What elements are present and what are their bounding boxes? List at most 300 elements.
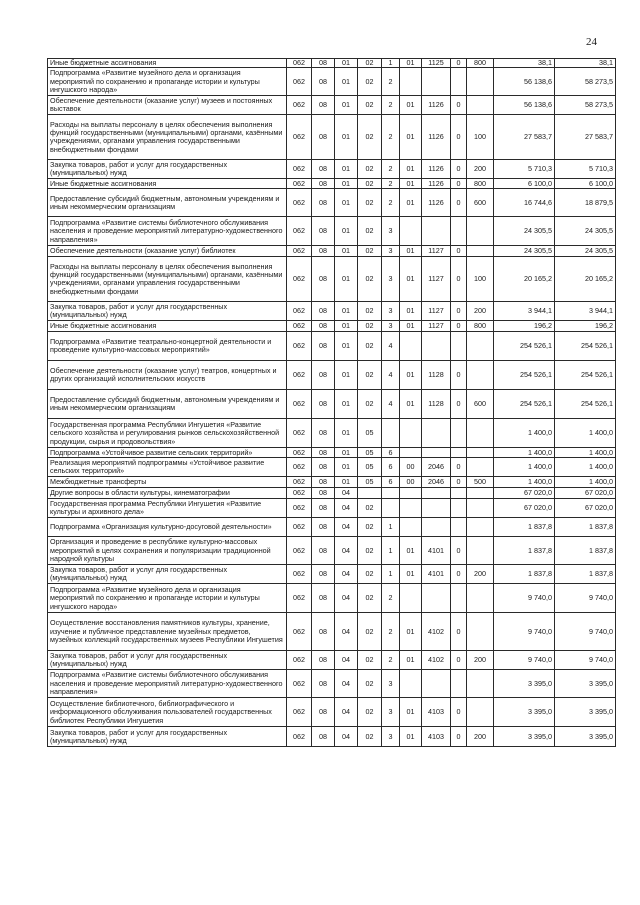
row-amount-1: 56 138,6 [494,96,555,115]
row-code: 062 [287,727,312,747]
row-code: 0 [451,96,467,115]
row-code [400,670,422,698]
row-code: 200 [467,727,494,747]
row-code: 08 [312,217,335,246]
row-code: 01 [335,115,358,160]
row-amount-1: 3 395,0 [494,727,555,747]
row-code: 3 [382,670,400,698]
row-code: 04 [335,670,358,698]
row-code: 4 [382,361,400,390]
row-code: 1 [382,59,400,68]
row-code: 0 [451,390,467,419]
row-code: 05 [358,477,382,488]
row-code: 01 [335,458,358,477]
row-code [422,448,451,458]
row-amount-2: 9 740,0 [555,651,616,670]
row-code [467,332,494,361]
row-code [451,499,467,518]
row-code: 08 [312,68,335,96]
row-code: 08 [312,390,335,419]
row-code: 1127 [422,302,451,321]
row-code: 08 [312,302,335,321]
row-code: 0 [451,321,467,332]
row-code: 062 [287,477,312,488]
row-code: 0 [451,458,467,477]
row-code [422,217,451,246]
row-amount-2: 20 165,2 [555,257,616,302]
table-row [48,537,616,565]
row-code [400,518,422,537]
table-row [48,390,616,419]
table-row [48,96,616,115]
row-code: 04 [335,565,358,584]
row-code: 01 [335,246,358,257]
row-code: 4101 [422,565,451,584]
table-row [48,518,616,537]
row-code: 08 [312,488,335,499]
row-code: 6 [382,458,400,477]
row-code: 2 [382,179,400,189]
table-row [48,332,616,361]
row-code: 02 [358,189,382,217]
row-code [400,419,422,448]
row-code: 062 [287,584,312,613]
row-code: 08 [312,321,335,332]
row-code: 02 [358,257,382,302]
row-amount-2: 24 305,5 [555,246,616,257]
row-code: 01 [400,160,422,179]
row-code: 08 [312,499,335,518]
row-name: Иные бюджетные ассигнования [48,59,287,68]
row-code: 062 [287,246,312,257]
row-name: Осуществление библиотечного, библиографического и информационного обслуживания пользователей государственных библиотек Республики Ингушетия [48,698,287,727]
row-code: 500 [467,477,494,488]
row-code: 062 [287,537,312,565]
row-code: 3 [382,302,400,321]
row-code: 02 [358,651,382,670]
row-code: 08 [312,565,335,584]
row-code [467,698,494,727]
row-code [422,518,451,537]
row-code: 062 [287,518,312,537]
table-row [48,68,616,96]
row-amount-1: 67 020,0 [494,499,555,518]
table-row [48,246,616,257]
row-code: 01 [335,68,358,96]
row-amount-2: 1 400,0 [555,448,616,458]
table-row [48,488,616,499]
row-code: 04 [335,651,358,670]
row-code: 1126 [422,189,451,217]
row-code [451,419,467,448]
row-name: Подпрограмма «Развитие системы библиотечного обслуживания населения и проведение мероприятий литературно-художественного направления» [48,217,287,246]
row-code [467,246,494,257]
row-code: 1 [382,537,400,565]
row-amount-1: 5 710,3 [494,160,555,179]
row-amount-2: 9 740,0 [555,613,616,651]
row-code: 02 [358,361,382,390]
row-amount-2: 3 395,0 [555,670,616,698]
row-code: 01 [400,727,422,747]
row-code: 0 [451,361,467,390]
row-code: 4103 [422,698,451,727]
row-code: 00 [400,477,422,488]
row-code: 08 [312,448,335,458]
row-code: 08 [312,257,335,302]
row-code: 01 [400,246,422,257]
row-code [467,613,494,651]
row-code: 600 [467,390,494,419]
row-code: 062 [287,565,312,584]
row-code: 4 [382,390,400,419]
row-code: 01 [335,419,358,448]
row-code: 02 [358,565,382,584]
row-name: Реализация мероприятий подпрограммы «Устойчивое развитие сельских территорий» [48,458,287,477]
row-amount-1: 3 395,0 [494,670,555,698]
row-code: 062 [287,361,312,390]
row-code: 1128 [422,361,451,390]
table-row [48,565,616,584]
row-code: 08 [312,670,335,698]
table-row [48,584,616,613]
row-amount-1: 1 837,8 [494,565,555,584]
row-code: 00 [400,458,422,477]
row-name: Межбюджетные трансферты [48,477,287,488]
row-name: Закупка товаров, работ и услуг для государственных (муниципальных) нужд [48,160,287,179]
row-code [467,518,494,537]
row-code: 04 [335,537,358,565]
row-code: 2 [382,651,400,670]
budget-table-body [48,59,616,747]
row-code: 062 [287,419,312,448]
row-amount-2: 254 526,1 [555,390,616,419]
row-code: 02 [358,727,382,747]
table-row [48,499,616,518]
row-code: 4102 [422,651,451,670]
row-code: 08 [312,584,335,613]
row-code: 062 [287,160,312,179]
row-code [400,584,422,613]
row-amount-2: 27 583,7 [555,115,616,160]
row-amount-2: 67 020,0 [555,488,616,499]
table-row [48,257,616,302]
row-amount-2: 18 879,5 [555,189,616,217]
row-code: 08 [312,458,335,477]
row-code: 1126 [422,160,451,179]
row-code: 062 [287,179,312,189]
row-code: 01 [400,302,422,321]
row-code: 02 [358,321,382,332]
row-amount-2: 67 020,0 [555,499,616,518]
row-amount-1: 1 400,0 [494,448,555,458]
row-amount-1: 24 305,5 [494,217,555,246]
row-amount-2: 254 526,1 [555,332,616,361]
row-code: 2 [382,115,400,160]
row-code: 01 [400,613,422,651]
row-code [467,448,494,458]
row-code: 02 [358,115,382,160]
row-amount-1: 3 395,0 [494,698,555,727]
row-code: 01 [335,217,358,246]
row-code: 0 [451,727,467,747]
row-code: 3 [382,698,400,727]
row-amount-2: 196,2 [555,321,616,332]
row-code: 0 [451,160,467,179]
row-code: 02 [358,246,382,257]
row-amount-2: 1 837,8 [555,537,616,565]
row-amount-1: 56 138,6 [494,68,555,96]
row-code [467,488,494,499]
row-code: 2 [382,160,400,179]
row-code: 01 [335,477,358,488]
row-code: 08 [312,651,335,670]
table-row [48,217,616,246]
row-code: 05 [358,419,382,448]
row-code: 01 [335,361,358,390]
row-code [467,96,494,115]
row-amount-2: 3 395,0 [555,727,616,747]
row-amount-2: 1 400,0 [555,477,616,488]
row-name: Иные бюджетные ассигнования [48,321,287,332]
row-code: 200 [467,651,494,670]
row-code: 01 [335,96,358,115]
row-amount-2: 9 740,0 [555,584,616,613]
row-code: 200 [467,565,494,584]
row-code: 2 [382,189,400,217]
row-amount-1: 1 400,0 [494,458,555,477]
row-code: 08 [312,115,335,160]
row-code [451,518,467,537]
row-code: 02 [358,179,382,189]
row-code: 100 [467,257,494,302]
row-code: 3 [382,321,400,332]
row-code [382,499,400,518]
row-code: 08 [312,537,335,565]
row-code [467,499,494,518]
row-name: Подпрограмма «Развитие музейного дела и организация мероприятий по сохранению и пропаганде истории и культуры ингушского народа» [48,584,287,613]
row-code [422,670,451,698]
table-row [48,727,616,747]
row-code: 200 [467,302,494,321]
row-code: 0 [451,565,467,584]
table-row [48,361,616,390]
row-code: 800 [467,321,494,332]
row-name: Государственная программа Республики Ингушетия «Развитие сельского хозяйства и регулирования рынков сельскохозяйственной продукции, сырья и продовольствия» [48,419,287,448]
row-code: 062 [287,59,312,68]
row-amount-1: 20 165,2 [494,257,555,302]
row-amount-2: 1 837,8 [555,565,616,584]
row-amount-1: 9 740,0 [494,613,555,651]
row-amount-1: 254 526,1 [494,390,555,419]
table-row [48,613,616,651]
row-amount-1: 1 837,8 [494,518,555,537]
row-code: 01 [335,448,358,458]
row-name: Закупка товаров, работ и услуг для государственных (муниципальных) нужд [48,651,287,670]
row-code: 04 [335,518,358,537]
row-code: 2 [382,68,400,96]
row-code: 01 [335,59,358,68]
row-code: 062 [287,302,312,321]
row-code: 08 [312,698,335,727]
row-code [422,68,451,96]
row-amount-2: 1 837,8 [555,518,616,537]
row-code [467,419,494,448]
row-name: Другие вопросы в области культуры, кинематографии [48,488,287,499]
row-code: 600 [467,189,494,217]
page-number: 24 [586,36,597,48]
row-code: 04 [335,727,358,747]
row-code: 01 [400,565,422,584]
row-code: 062 [287,257,312,302]
row-name: Расходы на выплаты персоналу в целях обеспечения выполнения функций государственными (муниципальными) органами, казёнными учреждениями, органами управления государственными внебюджетными фондами [48,115,287,160]
row-code: 08 [312,518,335,537]
row-code: 0 [451,613,467,651]
row-code: 4102 [422,613,451,651]
row-code: 3 [382,727,400,747]
row-name: Подпрограмма «Развитие музейного дела и организация мероприятий по сохранению и пропаганде истории и культуры ингушского народа» [48,68,287,96]
row-code: 1127 [422,257,451,302]
row-code: 01 [400,390,422,419]
row-code: 2046 [422,458,451,477]
row-name: Предоставление субсидий бюджетным, автономным учреждениям и иным некоммерческим организациям [48,390,287,419]
row-amount-1: 16 744,6 [494,189,555,217]
row-code: 062 [287,115,312,160]
row-amount-2: 1 400,0 [555,419,616,448]
table-row [48,160,616,179]
row-code: 02 [358,584,382,613]
row-code: 01 [400,537,422,565]
row-code: 1126 [422,179,451,189]
row-code [451,448,467,458]
row-code: 1126 [422,96,451,115]
row-code [358,488,382,499]
row-code [422,332,451,361]
row-code: 062 [287,698,312,727]
row-code: 01 [335,179,358,189]
row-amount-2: 1 400,0 [555,458,616,477]
row-code [451,488,467,499]
row-code [467,217,494,246]
row-code: 08 [312,189,335,217]
row-amount-2: 3 395,0 [555,698,616,727]
row-amount-1: 24 305,5 [494,246,555,257]
row-code: 02 [358,302,382,321]
row-code: 2046 [422,477,451,488]
row-code: 08 [312,613,335,651]
table-row [48,59,616,68]
row-code: 062 [287,68,312,96]
row-code: 1 [382,565,400,584]
table-row [48,302,616,321]
row-amount-1: 254 526,1 [494,361,555,390]
row-name: Обеспечение деятельности (оказание услуг) музеев и постоянных выставок [48,96,287,115]
row-code: 08 [312,96,335,115]
row-code [382,419,400,448]
row-code: 4103 [422,727,451,747]
row-code [400,332,422,361]
row-name: Расходы на выплаты персоналу в целях обеспечения выполнения функций государственными (муниципальными) органами, казёнными учреждениями, органами управления государственными внебюджетными фондами [48,257,287,302]
row-code: 2 [382,96,400,115]
row-code: 6 [382,477,400,488]
table-row [48,651,616,670]
row-code: 04 [335,488,358,499]
row-code: 0 [451,698,467,727]
row-code: 062 [287,613,312,651]
row-code: 02 [358,613,382,651]
row-name: Государственная программа Республики Ингушетия «Развитие культуры и архивного дела» [48,499,287,518]
row-code: 0 [451,302,467,321]
row-code: 0 [451,179,467,189]
row-code [451,217,467,246]
row-code [422,584,451,613]
row-code: 1127 [422,246,451,257]
row-code: 0 [451,59,467,68]
row-code: 01 [400,321,422,332]
row-code [451,584,467,613]
row-amount-2: 24 305,5 [555,217,616,246]
row-code: 01 [335,390,358,419]
row-code: 01 [400,361,422,390]
row-code: 02 [358,518,382,537]
row-code: 200 [467,160,494,179]
table-row [48,115,616,160]
row-code: 02 [358,68,382,96]
row-code: 0 [451,477,467,488]
row-amount-2: 5 710,3 [555,160,616,179]
row-amount-1: 9 740,0 [494,584,555,613]
row-code [451,670,467,698]
row-code [467,458,494,477]
row-code: 02 [358,670,382,698]
row-amount-1: 196,2 [494,321,555,332]
row-code: 062 [287,96,312,115]
row-code: 1126 [422,115,451,160]
table-row [48,448,616,458]
row-code: 062 [287,458,312,477]
row-code: 08 [312,179,335,189]
row-amount-2: 58 273,5 [555,68,616,96]
row-code [400,68,422,96]
row-code: 062 [287,390,312,419]
row-code: 02 [358,499,382,518]
row-code [467,361,494,390]
row-code: 08 [312,160,335,179]
row-name: Подпрограмма «Устойчивое развитие сельских территорий» [48,448,287,458]
table-row [48,698,616,727]
table-row [48,477,616,488]
row-code: 02 [358,59,382,68]
row-code: 04 [335,499,358,518]
row-code: 04 [335,698,358,727]
row-code [382,488,400,499]
row-amount-1: 38,1 [494,59,555,68]
row-code [467,68,494,96]
row-code: 01 [335,160,358,179]
row-code: 0 [451,651,467,670]
row-code [467,670,494,698]
row-code: 4101 [422,537,451,565]
row-amount-2: 6 100,0 [555,179,616,189]
row-name: Обеспечение деятельности (оказание услуг) театров, концертных и других организаций исполнительских искусств [48,361,287,390]
row-amount-2: 254 526,1 [555,361,616,390]
row-code [400,217,422,246]
row-code: 02 [358,332,382,361]
row-code: 062 [287,448,312,458]
row-name: Закупка товаров, работ и услуг для государственных (муниципальных) нужд [48,565,287,584]
row-code: 01 [400,179,422,189]
row-amount-1: 67 020,0 [494,488,555,499]
row-code: 1127 [422,321,451,332]
